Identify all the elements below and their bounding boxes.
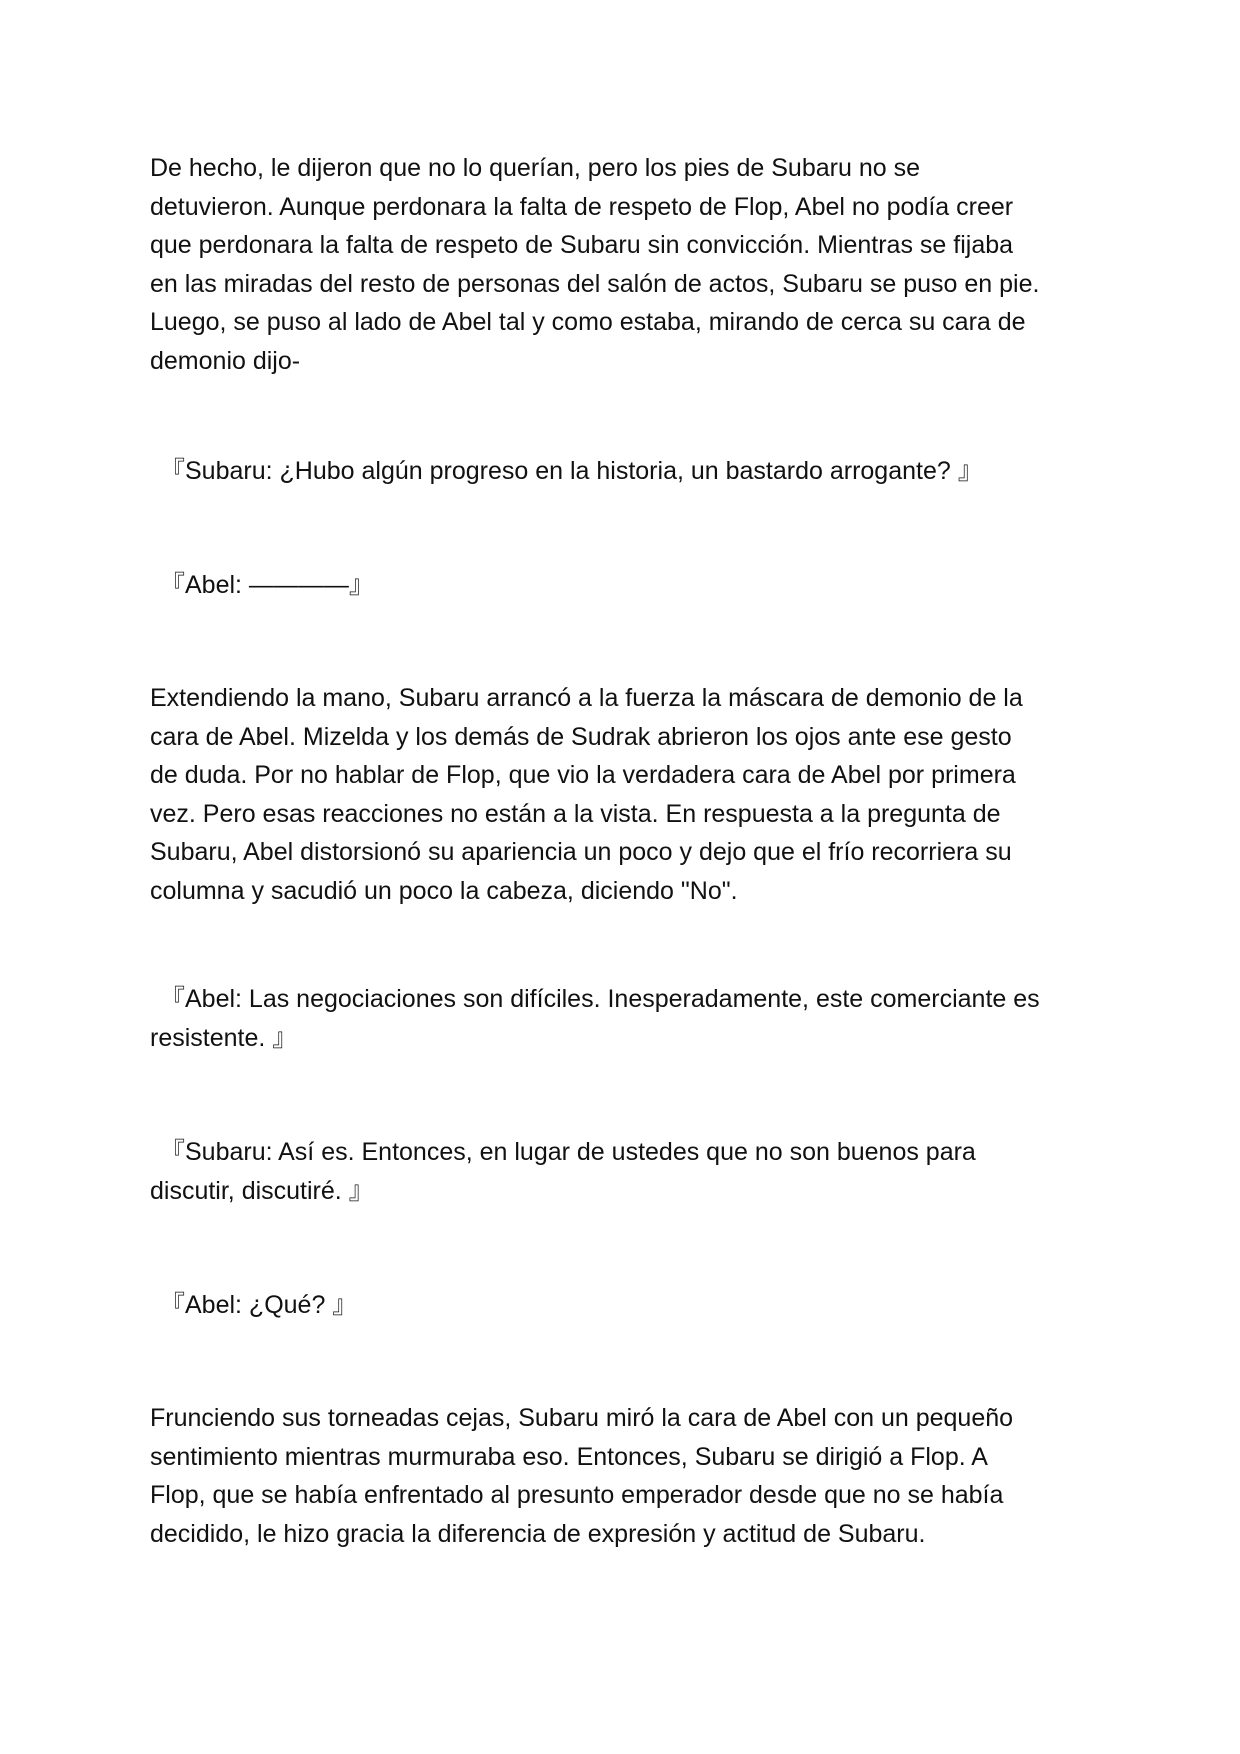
- text-line: columna y sacudió un poco la cabeza, diciendo "No".: [150, 876, 738, 905]
- text-line: Extendiendo la mano, Subaru arrancó a la fuerza la máscara de demonio de la: [150, 684, 1023, 712]
- paragraph-2: [150, 679, 1095, 910]
- text-line: que perdonara la falta de respeto de Subaru sin convicción. Mientras se fijaba: [150, 231, 1014, 259]
- text-line: Luego, se puso al lado de Abel tal y como estaba, mirando de cerca su cara de: [150, 308, 1026, 336]
- text-line: Subaru, Abel distorsionó su apariencia un poco y dejo que el frío recorriera su: [150, 838, 1012, 866]
- text-line: 『Abel: ————』: [160, 571, 374, 599]
- text-line: 『Subaru: Así es. Entonces, en lugar de ustedes que no son buenos para: [160, 1138, 976, 1166]
- text-line: de duda. Por no hablar de Flop, que vio la verdadera cara de Abel por primera: [150, 761, 1016, 789]
- text-line: 『Abel: ¿Qué? 』: [160, 1291, 358, 1319]
- dialogue-abel-1: [150, 566, 1095, 605]
- dialogue-subaru-1: [150, 452, 1095, 491]
- text-line: 『Subaru: ¿Hubo algún progreso en la historia, un bastardo arrogante? 』: [160, 457, 983, 485]
- text-line: resistente. 』: [150, 1023, 298, 1052]
- text-line: Frunciendo sus torneadas cejas, Subaru miró la cara de Abel con un pequeño: [150, 1404, 1014, 1432]
- dialogue-abel-2: [150, 980, 1095, 1057]
- text-line: Flop, que se había enfrentado al presunto emperador desde que no se había: [150, 1481, 1004, 1509]
- text-line: vez. Pero esas reacciones no están a la vista. En respuesta a la pregunta de: [150, 799, 1001, 828]
- paragraph-3: [150, 1399, 1095, 1553]
- dialogue-abel-3: [150, 1286, 1095, 1325]
- text-line: discutir, discutiré. 』: [150, 1176, 374, 1205]
- paragraph-1: [150, 149, 1095, 380]
- text-line: demonio dijo-: [150, 346, 301, 375]
- text-line: en las miradas del resto de personas del salón de actos, Subaru se puso en pie.: [150, 269, 1040, 298]
- text-line: decidido, le hizo gracia la diferencia de expresión y actitud de Subaru.: [150, 1519, 926, 1548]
- text-line: cara de Abel. Mizelda y los demás de Sudrak abrieron los ojos ante ese gesto: [150, 722, 1012, 751]
- text-line: 『Abel: Las negociaciones son difíciles. Inesperadamente, este comerciante es: [160, 985, 1040, 1013]
- text-line: sentimiento mientras murmuraba eso. Entonces, Subaru se dirigió a Flop. A: [150, 1442, 988, 1471]
- text-line: detuvieron. Aunque perdonara la falta de respeto de Flop, Abel no podía creer: [150, 192, 1014, 221]
- text-line: De hecho, le dijeron que no lo querían, pero los pies de Subaru no se: [150, 154, 920, 182]
- dialogue-subaru-2: [150, 1133, 1095, 1210]
